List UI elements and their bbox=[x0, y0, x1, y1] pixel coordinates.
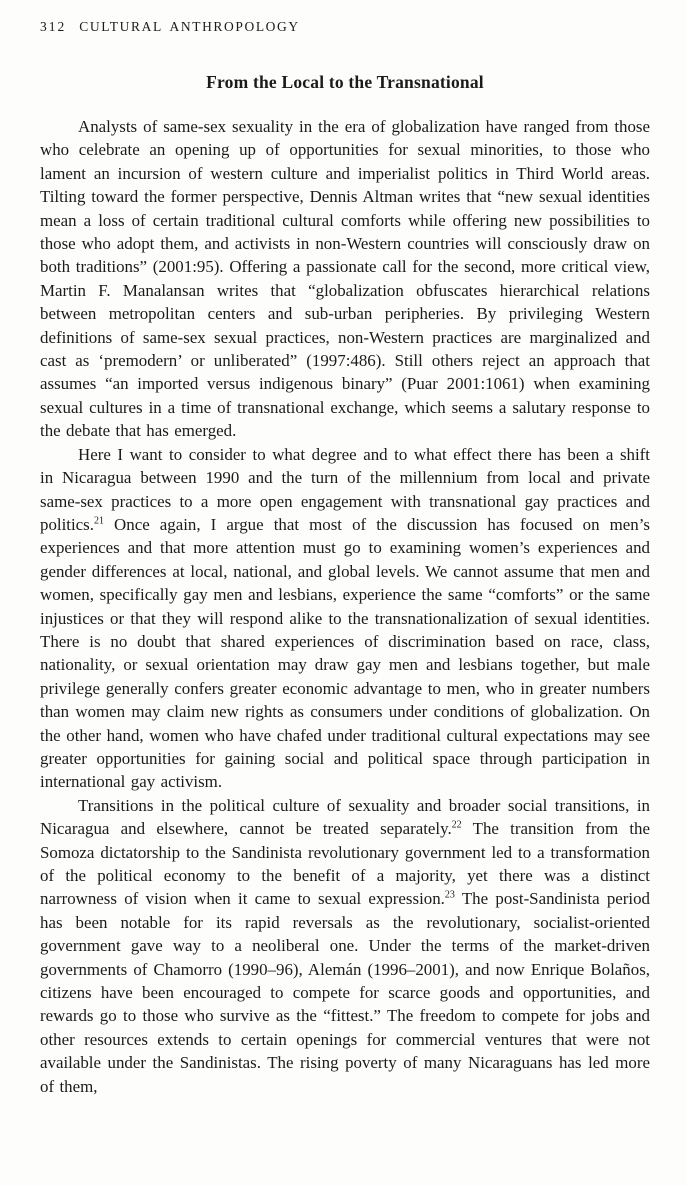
paragraph-text: The post-Sandinista period has been notable for its rapid reversals as the revolutionary, socialist-oriented government gave way to a neoliberal one. Under the terms of the market-driven governments of Chamorro (1990–96), Alemán (1996–2001), and now Enrique Bolaños, citizens have been encouraged to compete for scarce goods and opportunities, and rewards go to those who survive as the “fittest.” The freedom to compete for jobs and other resources extends to certain openings for commercial ventures that were not available under the Sandinistas. The rising poverty of many Nicaraguans has led more of them, bbox=[40, 889, 650, 1096]
page-number: 312 bbox=[40, 19, 67, 34]
paragraph-text: Here I want to consider to what degree and to what effect there has been a shift in Nicaragua between 1990 and the turn of the millennium from local and private same-sex practices to a more open engagement with transnational gay practices and politics. bbox=[40, 444, 650, 534]
article-body bbox=[40, 115, 650, 1098]
footnote-marker: 21 bbox=[93, 515, 104, 527]
paragraph-text: Analysts of same-sex sexuality in the era of globalization have ranged from those who celebrate an opening up of opportunities for sexual minorities, to those who lament an incursion of western culture and imperialist politics in Third World areas. Tilting toward the former perspective, Dennis Altman writes that “new sexual identities mean a loss of certain traditional cultural comforts while offering new possibilities to those who adopt them, and activists in non-Western countries will consciously draw on both traditions” (2001:95). Offering a passionate call for the second, more critical view, Martin F. Manalansan writes that “globalization obfuscates hierarchical relations between metropolitan centers and sub-urban peripheries. By privileging Western definitions of same-sex sexual practices, non-Western practices are marginalized and cast as ‘premodern’ or unliberated” (1997:486). Still others reject an approach that assumes “an imported versus indigenous binary” (Puar 2001:1061) when examining sexual cultures in a time of transnational exchange, which seems a salutary response to the debate that has emerged. bbox=[40, 117, 650, 441]
paragraph bbox=[40, 115, 650, 443]
section-title: From the Local to the Transnational bbox=[206, 72, 484, 92]
paragraph bbox=[40, 794, 650, 1098]
paragraph-text: Once again, I argue that most of the discussion has focused on men’s experiences and that more attention must go to examining women’s experiences and gender differences at local, national, and global levels. We cannot assume that men and women, specifically gay men and lesbians, experience the same “comforts” or the same injustices or that they will respond alike to the transnationalization of sexual identities. There is no doubt that shared experiences of discrimination based on race, class, nationality, or sexual orientation may draw gay men and lesbians together, but male privilege generally confers greater economic advantage to men, who in greater numbers than women may claim new rights as consumers under conditions of globalization. On the other hand, women who have chafed under traditional cultural expectations may see greater opportunities for gaining social and political space through participation in international gay activism. bbox=[40, 514, 650, 792]
paragraph-text: Transitions in the political culture of sexuality and broader social transitions, in Nicaragua and elsewhere, cannot be treated separately. bbox=[40, 795, 650, 839]
footnote-marker: 23 bbox=[444, 889, 455, 901]
running-head bbox=[40, 19, 650, 35]
paragraph bbox=[40, 443, 650, 794]
journal-title: CULTURAL ANTHROPOLOGY bbox=[79, 19, 300, 34]
paragraph-text: The transition from the Somoza dictatorship to the Sandinista revolutionary government led to a transformation of the political economy to the benefit of a majority, yet there was a distinct narrowness of vision when it came to sexual expression. bbox=[40, 819, 650, 909]
footnote-marker: 22 bbox=[451, 819, 462, 831]
